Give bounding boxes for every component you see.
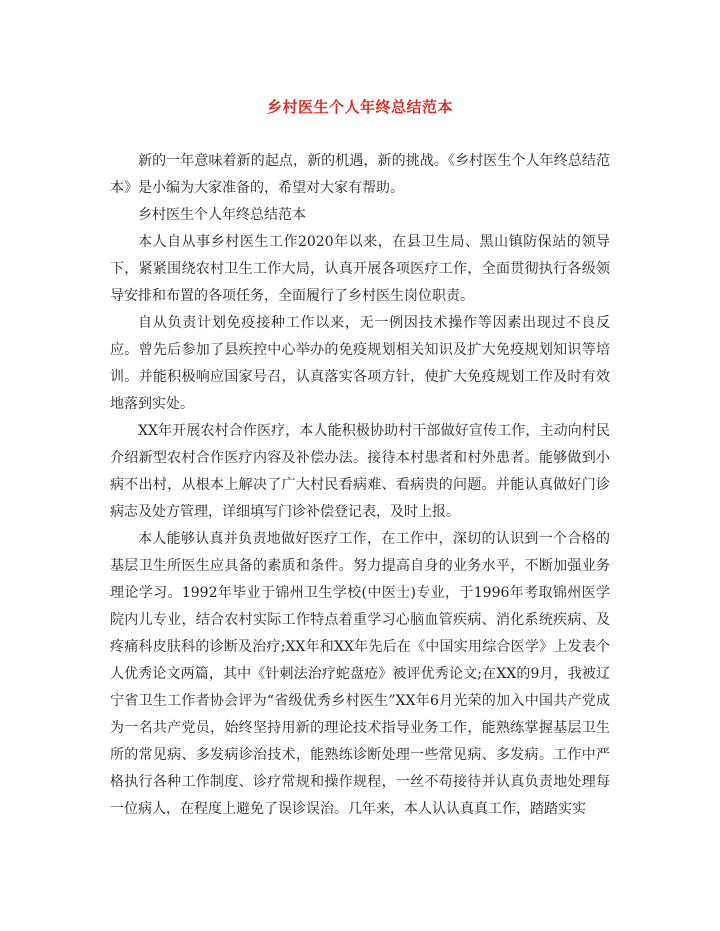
body-paragraph: 自从负责计划免疫接种工作以来，无一例因技术操作等因素出现过不良反应。曾先后参加了县疾控中心举办的免疫规划相关知识及扩大免疫规划知识等培训。并能积极响应国家号召，认真落实各项方针，使扩大免疫规划工作及时有效地落到实处。 xyxy=(110,315,610,412)
body-paragraph: 本人能够认真并负责地做好医疗工作，在工作中，深切的认识到一个合格的基层卫生所医生应具备的素质和条件。努力提高自身的业务水平，不断加强业务理论学习。1992年毕业于锦州卫生学校(中医士)专业，于1996年考取锦州医学院内儿专业，结合农村实际工作特点着重学习心脑血管疾病、消化系统疾病、及疼痛科皮肤科的诊断及治疗;XX年和XX年先后在《中国实用综合医学》上发表个人优秀论文两篇，其中《针刺法治疗蛇盘疮》被评优秀论文;在XX的9月，我被辽宁省卫生工作者协会评为“省级优秀乡村医生”XX年6月光荣的加入中国共产党成为一名共产党员，始终坚持用新的理论技术指导业务工作，能熟练掌握基层卫生所的常见病、多发病诊治技术，能熟练诊断处理一些常见病、多发病。工作中严格执行各种工作制度、诊疗常规和操作规程，一丝不苟接待并认真负责地处理每一位病人，在程度上避免了误诊误治。几年来，本人认认真真工作，踏踏实实 xyxy=(110,531,610,817)
body-paragraph: 本人自从事乡村医生工作2020年以来，在县卫生局、黑山镇防保站的领导下，紧紧围绕农村卫生工作大局，认真开展各项医疗工作，全面贯彻执行各级领导安排和布置的各项任务，全面履行了乡村医生岗位职责。 xyxy=(110,234,610,304)
body-paragraph: XX年开展农村合作医疗，本人能积极协助村干部做好宣传工作，主动向村民介绍新型农村合作医疗内容及补偿办法。接待本村患者和村外患者。能够做到小病不出村，从根本上解决了广大村民看病难、看病贵的问题。并能认真做好门诊病志及处方管理，详细填写门诊补偿登记表，及时上报。 xyxy=(110,423,610,520)
subtitle-paragraph: 乡村医生个人年终总结范本 xyxy=(138,207,306,223)
document-body xyxy=(110,148,610,823)
intro-paragraph: 新的一年意味着新的起点，新的机遇，新的挑战。《乡村医生个人年终总结范本》是小编为大家准备的，希望对大家有帮助。 xyxy=(110,153,610,196)
document-title: 乡村医生个人年终总结范本 xyxy=(266,98,453,116)
